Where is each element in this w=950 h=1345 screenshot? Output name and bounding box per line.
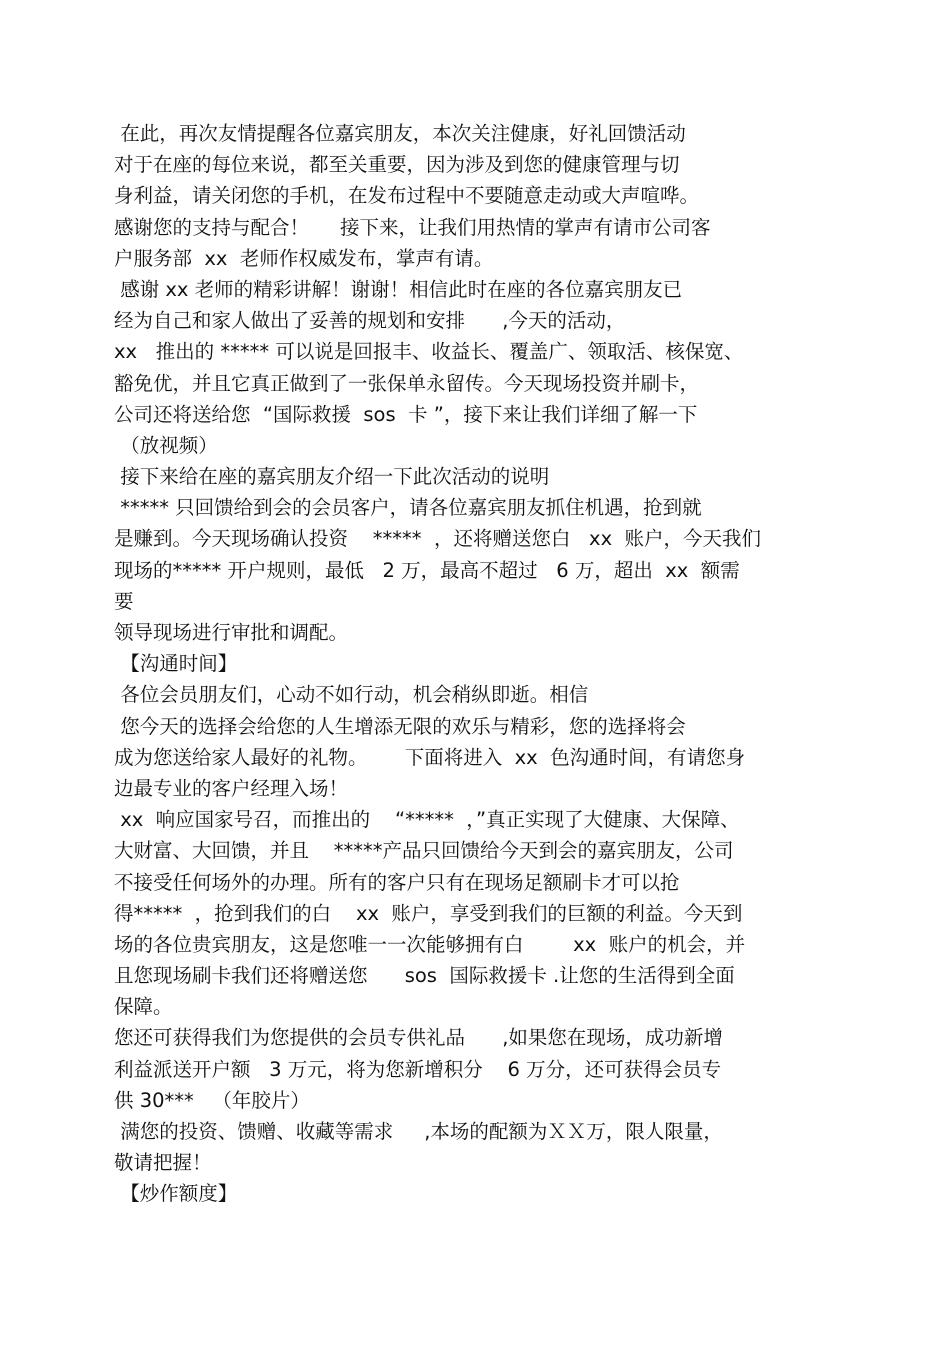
text-line: 对于在座的每位来说，都至关重要，因为涉及到您的健康管理与切 [114, 153, 680, 177]
text-line: 供 30*** （年胶片） [114, 1088, 310, 1112]
text-line: 保障。 [114, 995, 173, 1019]
text-line: 利益派送开户额 3 万元，将为您新增积分 6 万分，还可获得会员专 [114, 1057, 722, 1081]
text-line: xx 响应国家号召，而推出的 “***** ，”真正实现了大健康、大保障、 [114, 808, 740, 832]
section-heading: 【炒作额度】 [114, 1182, 238, 1206]
text-line: 得***** ，抢到我们的白 xx 账户，享受到我们的巨额的利益。今天到 [114, 901, 743, 925]
text-line: 不接受任何场外的办理。所有的客户只有在现场足额刷卡才可以抢 [114, 870, 680, 894]
text-line: 场的各位贵宾朋友，这是您唯一一次能够拥有白 xx 账户的机会，并 [114, 932, 746, 956]
text-line: 领导现场进行审批和调配。 [114, 621, 349, 644]
text-line: xx 推出的 ***** 可以说是回报丰、收益长、覆盖广、领取活、核保宽、 [114, 340, 744, 364]
text-line: 豁免优，并且它真正做到了一张保单永留传。今天现场投资并刷卡， [114, 371, 700, 395]
text-line: 感谢您的支持与配合！ 接下来，让我们用热情的掌声有请市公司客 [114, 215, 711, 239]
text-line: 在此，再次友情提醒各位嘉宾朋友，本次关注健康，好礼回馈活动 [114, 122, 686, 145]
text-line: 大财富、大回馈，并且 *****产品只回馈给今天到会的嘉宾朋友，公司 [114, 839, 734, 863]
text-line: ***** 只回馈给到会的会员客户，请各位嘉宾朋友抓住机遇，抢到就 [114, 496, 702, 520]
text-line: 身利益，请关闭您的手机，在发布过程中不要随意走动或大声喧哗。 [114, 184, 700, 208]
text-line: 要 [114, 589, 134, 613]
text-line: 您还可获得我们为您提供的会员专供礼品 ,如果您在现场，成功新增 [114, 1026, 723, 1050]
text-line: 户服务部 xx 老师作权威发布，掌声有请。 [114, 246, 494, 270]
document-body [114, 118, 834, 1210]
text-line: 您今天的选择会给您的人生增添无限的欢乐与精彩，您的选择将会 [114, 714, 686, 738]
text-line: 敬请把握！ [114, 1151, 212, 1175]
text-line: 感谢 xx 老师的精彩讲解！谢谢！相信此时在座的各位嘉宾朋友已 [114, 277, 683, 301]
text-line: 公司还将送给您 “国际救援 sos 卡 ”，接下来让我们详细了解一下 [114, 402, 698, 426]
text-line: 边最专业的客户经理入场！ [114, 776, 349, 800]
text-line: 成为您送给家人最好的礼物。 下面将进入 xx 色沟通时间，有请您身 [114, 745, 746, 769]
text-line: （放视频） [114, 433, 218, 457]
text-line: 满您的投资、馈赠、收藏等需求 ,本场的配额为ＸＸ万，限人限量， [114, 1120, 723, 1143]
text-line: 是赚到。今天现场确认投资 ***** ，还将赠送您白 xx 账户，今天我们 [114, 527, 762, 551]
text-line: 接下来给在座的嘉宾朋友介绍一下此次活动的说明 [114, 465, 550, 489]
section-heading: 【沟通时间】 [114, 652, 238, 676]
text-line: 且您现场刷卡我们还将赠送您 sos 国际救援卡 .让您的生活得到全面 [114, 964, 735, 988]
text-line: 现场的***** 开户规则，最低 2 万，最高不超过 6 万，超出 xx 额需 [114, 558, 740, 582]
text-line: 经为自己和家人做出了妥善的规划和安排 ,今天的活动， [114, 309, 626, 333]
text-line: 各位会员朋友们，心动不如行动，机会稍纵即逝。相信 [114, 683, 589, 707]
